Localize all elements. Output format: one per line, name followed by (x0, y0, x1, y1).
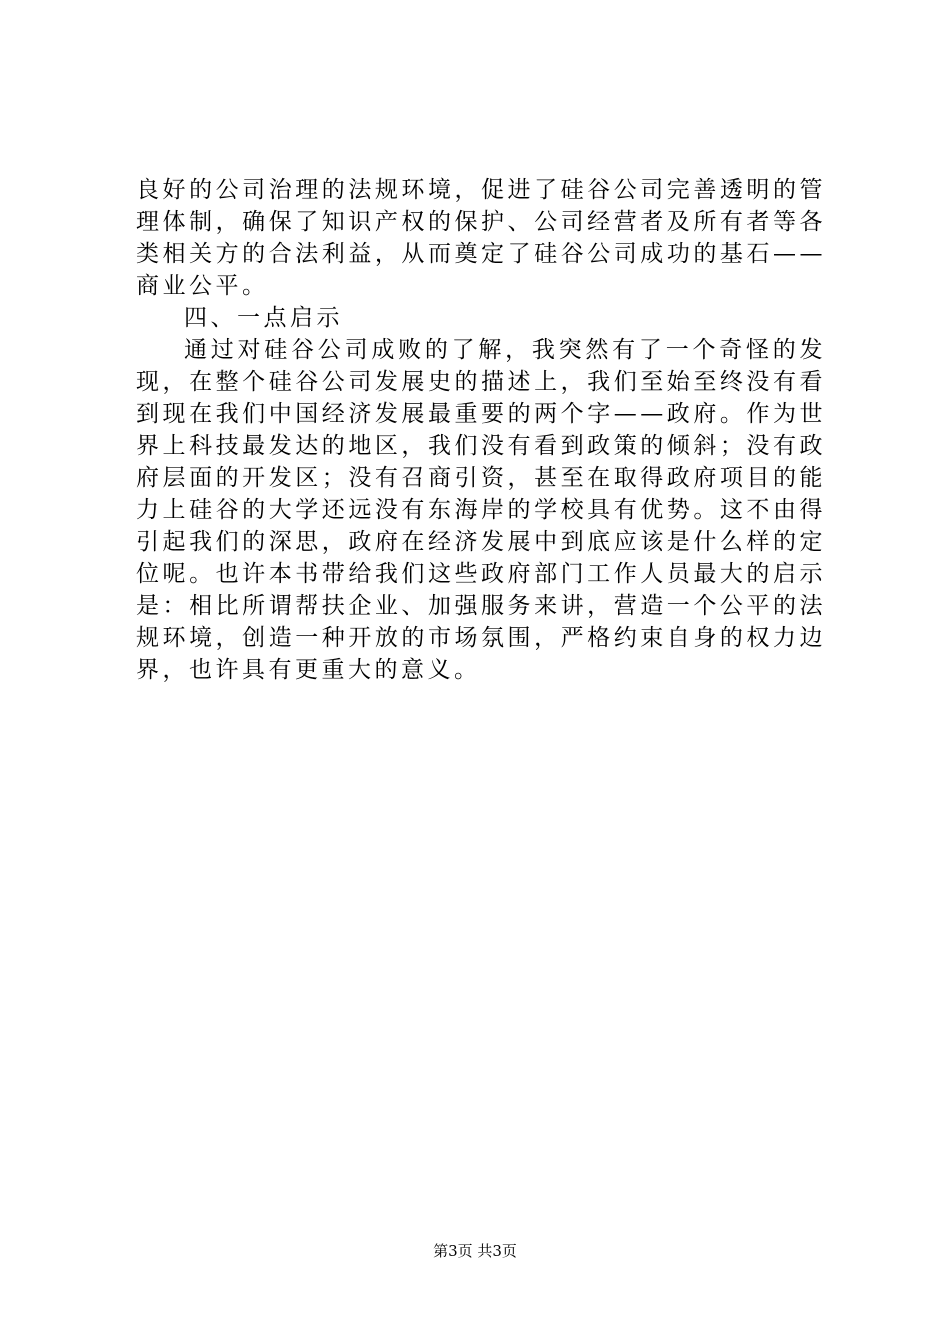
section-heading: 四、一点启示 (184, 305, 343, 331)
paragraph: 通过对硅谷公司成败的了解，我突然有了一个奇怪的发现，在整个硅谷公司发展史的描述上，我们至始至终没有看到现在我们中国经济发展最重要的两个字——政府。作为世界上科技最发达的地区，我们没有看到政策的倾斜；没有政府层面的开发区；没有召商引资，甚至在取得政府项目的能力上硅谷的大学还远没有东海岸的学校具有优势。这不由得引起我们的深思，政府在经济发展中到底应该是什么样的定位呢。也许本书带给我们这些政府部门工作人员最大的启示是：相比所谓帮扶企业、加强服务来讲，营造一个公平的法规环境，创造一种开放的市场氛围，严格约束自身的权力边界，也许具有更重大的意义。 (136, 337, 826, 683)
paragraph-continuation: 良好的公司治理的法规环境，促进了硅谷公司完善透明的管理体制，确保了知识产权的保护、公司经营者及所有者等各类相关方的合法利益，从而奠定了硅谷公司成功的基石——商业公平。 (136, 177, 826, 299)
page-footer: 第3页 共3页 (433, 1242, 517, 1260)
document-body (136, 174, 826, 686)
